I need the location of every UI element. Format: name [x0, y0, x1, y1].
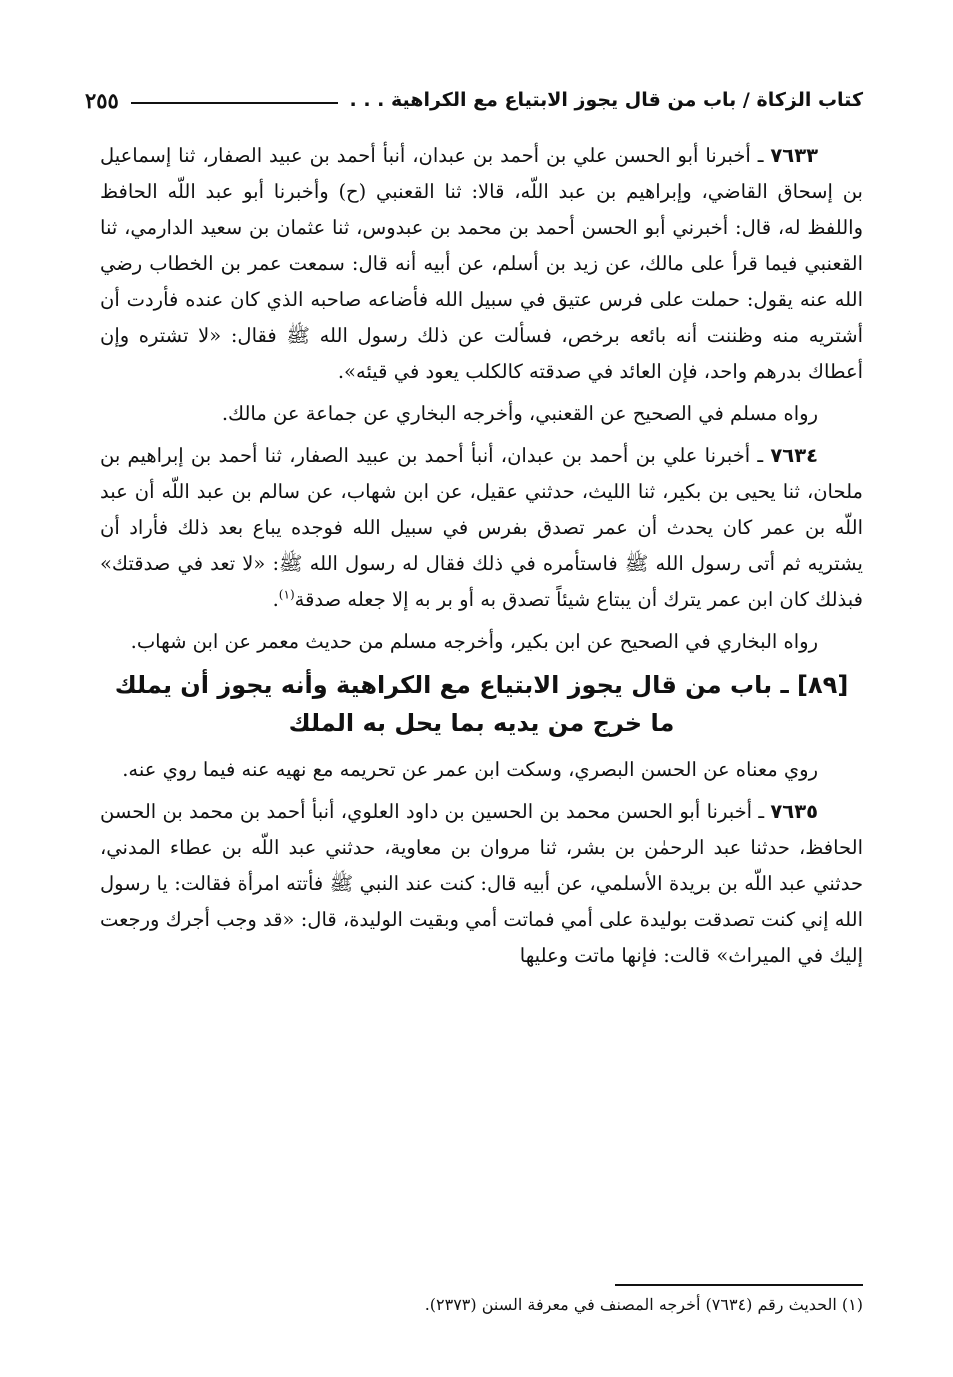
page-body [100, 138, 863, 980]
hadith-number: ٧٦٣٣ [770, 144, 818, 167]
header-title: كتاب الزكاة / باب من قال يجوز الابتياع مع الكراهية . . . [349, 89, 863, 111]
hadith-number: ٧٦٣٥ [770, 800, 818, 823]
chapter-title: [٨٩] ـ باب من قال يجوز الابتياع مع الكراهية وأنه يجوز أن يملك ما خرج من يديه بما يحل به الملك [114, 671, 849, 737]
commentary-text: رواه البخاري في الصحيح عن ابن بكير، وأخرجه مسلم من حديث معمر عن ابن شهاب. [130, 630, 818, 653]
hadith-text: ـ أخبرنا أبو الحسن محمد بن الحسين بن داود العلوي، أنبأ أحمد بن محمد بن الحسن الحافظ، حدثنا عبد الرحمٰن بن بشر، ثنا مروان بن معاوية، حدثني عبد اللّه بن عطاء المدني، حدثني عبد اللّه بن بريدة الأسلمي، عن أبيه قال: كنت عند النبي ﷺ فأتته امرأة فقالت: يا رسول الله إني كنت تصدقت بوليدة على أمي فماتت أمي وبقيت الوليدة، قال: «قد وجب أجرك ورجعت إليك في الميراث» قالت: فإنها ماتت وعليها [100, 800, 863, 967]
footnote-reference[interactable]: (١) [278, 587, 295, 602]
commentary-paragraph [100, 624, 863, 660]
hadith-text: ـ أخبرنا علي بن أحمد بن عبدان، أنبأ أحمد بن عبيد الصفار، ثنا أحمد بن إبراهيم بن ملحان، ثنا يحيى بن بكير، ثنا الليث، حدثني عقيل، عن ابن شهاب، عن سالم بن عبد اللّه أن عبد اللّه بن عمر كان يحدث أن عمر تصدق بفرس في سبيل الله فوجده يباع بعد ذلك فأراد أن يشتريه ثم أتى رسول الله ﷺ فاستأمره في ذلك فقال له رسول الله ﷺ: «لا تعد في صدقتك» فبذلك كان ابن عمر يترك أن يبتاع شيئاً تصدق به أو بر به إلا جعله صدقة [100, 444, 863, 611]
hadith-text: ـ أخبرنا أبو الحسن علي بن أحمد بن عبدان، أنبأ أحمد بن عبيد الصفار، ثنا إسماعيل بن إسحاق القاضي، وإبراهيم بن عبد اللّه، قالا: ثنا القعنبي (ح) وأخبرنا أبو عبد اللّه الحافظ واللفظ له، قال: أخبرني أبو الحسن أحمد بن محمد بن عبدوس، ثنا عثمان بن سعيد الدارمي، ثنا القعنبي فيما قرأ على مالك، عن زيد بن أسلم، عن أبيه أنه قال: سمعت عمر بن الخطاب رضي الله عنه يقول: حملت على فرس عتيق في سبيل الله فأضاعه صاحبه الذي كان عنده فأردت أن أشتريه منه وظننت أنه بائعه برخص، فسألت عن ذلك رسول الله ﷺ فقال: «لا تشتره وإن أعطاك بدرهم واحد، فإن العائد في صدقته كالكلب يعود في قيئه». [100, 144, 863, 383]
hadith-paragraph [100, 138, 863, 390]
commentary-paragraph [100, 752, 863, 788]
running-header [85, 80, 863, 120]
header-rule [131, 102, 338, 104]
hadith-text-end: . [272, 588, 279, 611]
hadith-paragraph [100, 794, 863, 974]
page-number: ٢٥٥ [85, 87, 119, 113]
hadith-number: ٧٦٣٤ [770, 444, 818, 467]
commentary-paragraph [100, 396, 863, 432]
footnote: (١) الحديث رقم (٧٦٣٤) أخرجه المصنف في معرفة السنن (٢٣٧٣). [424, 1295, 863, 1314]
commentary-text: رواه مسلم في الصحيح عن القعنبي، وأخرجه البخاري عن جماعة عن مالك. [221, 402, 818, 425]
footnote-divider [615, 1284, 863, 1286]
hadith-paragraph [100, 438, 863, 618]
commentary-text: روي معناه عن الحسن البصري، وسكت ابن عمر عن تحريمه مع نهيه عنه فيما روي عنه. [122, 758, 818, 781]
